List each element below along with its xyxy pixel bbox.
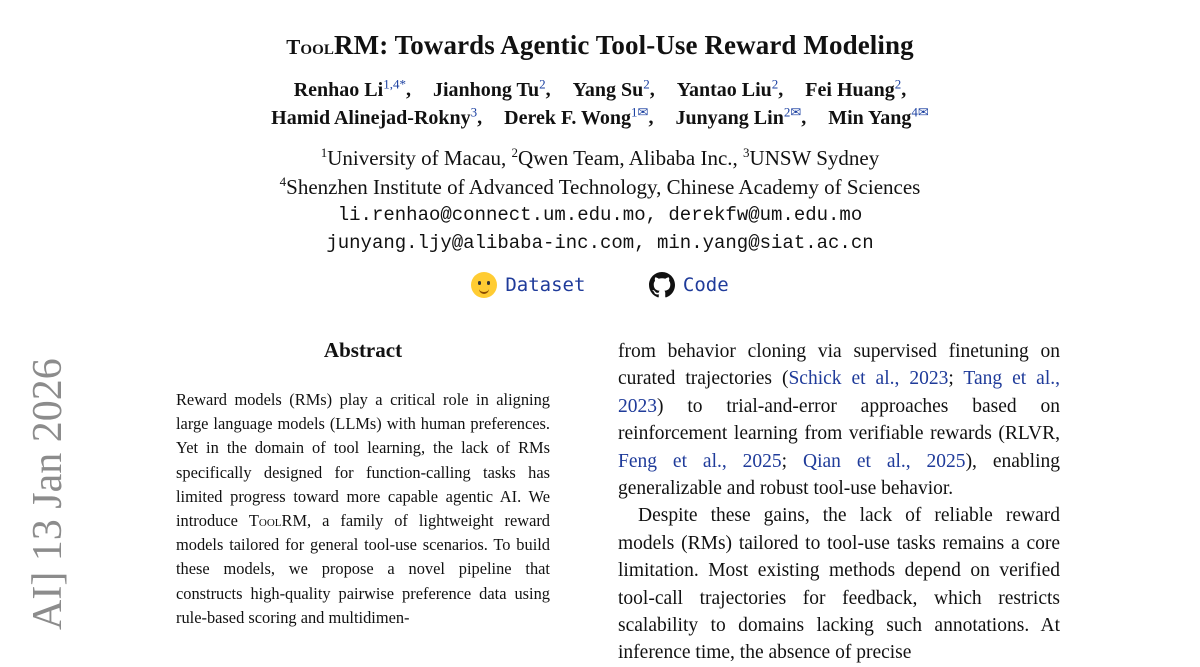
author-separator: ,	[477, 106, 483, 129]
affiliation-marker: 4	[279, 174, 287, 189]
author-name: Derek F. Wong	[504, 106, 632, 129]
author-list-line-1	[0, 76, 1200, 102]
author	[432, 76, 546, 101]
arxiv-stamp: AI] 13 Jan 2026	[25, 358, 71, 630]
citation-separator: ;	[781, 450, 803, 472]
author	[271, 104, 478, 129]
author-name: Junyang Lin	[675, 106, 784, 129]
abstract-text-1: Reward models (RMs) play a critical role in aligning large language models (LLMs) with human preferences. Yet in the domain of tool learning, the lack of RMs specifically designed for function-calling tasks has limited progress toward more capable agentic AI. We introduce	[176, 390, 550, 531]
affiliation-text: University of Macau,	[327, 146, 512, 170]
author-affiliation-marker: 1,4*	[383, 76, 406, 91]
author-name: Hamid Alinejad-Rokny	[271, 106, 471, 129]
intro-text: ), enabling generalizable and robust tool-use behavior.	[618, 450, 1060, 500]
author-affiliation-marker: 2✉	[783, 104, 802, 119]
author	[805, 76, 902, 101]
author-name: Yantao Liu	[676, 78, 772, 101]
email-line-2: junyang.ljy@alibaba-inc.com, min.yang@siat.ac.cn	[326, 232, 874, 254]
affiliation-line-1	[0, 145, 1200, 171]
author	[675, 104, 802, 129]
abstract-heading: Abstract	[323, 338, 403, 362]
citation-link[interactable]: Feng et al., 2025	[618, 450, 782, 472]
author-separator: ,	[545, 78, 551, 101]
intro-paragraph-2: Despite these gains, the lack of reliable reward models (RMs) tailored to tool-use tasks remains a core limitation. Most existing methods depend on verified tool-call trajectories for feedback, which restricts scalability to domains lacking such annotations. At inference time, the absence of precise	[618, 505, 1060, 664]
resource-links	[0, 272, 1200, 303]
paper-title	[0, 30, 1200, 61]
author-list-line-2	[0, 104, 1200, 130]
author-separator: ,	[801, 106, 807, 129]
affiliation-marker: 3	[743, 145, 750, 160]
author-separator: ,	[649, 78, 655, 101]
intro-paragraph-1	[618, 338, 1060, 502]
affiliation-marker: 1	[320, 145, 328, 160]
title-rest: RM: Towards Agentic Tool-Use Reward Modeling	[334, 30, 914, 60]
model-name: ToolRM	[248, 511, 308, 531]
github-icon	[649, 272, 675, 298]
dataset-link[interactable]	[471, 272, 585, 298]
author-affiliation-marker: 2	[539, 76, 546, 91]
author-separator: ,	[778, 78, 784, 101]
intro-text: ) to trial-and-error approaches based on reinforcement learning from verifiable rewards (RLVR,	[618, 395, 1060, 445]
author	[572, 76, 650, 101]
dataset-link-label: Dataset	[505, 274, 586, 296]
abstract-text-2: , a family of lightweight reward models tailored for general tool-use scenarios. To build these models, we propose a novel pipeline that constructs high-quality pairwise preference data using rule-based scoring and multidimen-	[176, 511, 550, 627]
author-name: Min Yang	[828, 106, 912, 129]
intro-column	[618, 338, 1060, 667]
author-affiliation-marker: 2	[894, 76, 902, 91]
author-affiliation-marker: 1✉	[631, 104, 649, 119]
author-separator: ,	[405, 78, 411, 101]
author-affiliation-marker: 3	[470, 104, 478, 119]
author	[293, 76, 406, 101]
author-name: Fei Huang	[805, 78, 895, 101]
code-link-label: Code	[682, 274, 729, 296]
author-name: Renhao Li	[293, 78, 384, 101]
affiliation-line-2	[0, 174, 1200, 200]
citation-separator: ;	[948, 368, 964, 390]
citation-link[interactable]: Tang et al., 2023	[618, 368, 1060, 417]
affiliation-text: Shenzhen Institute of Advanced Technology, Chinese Academy of Sciences	[286, 175, 921, 199]
author-affiliation-marker: 2	[643, 76, 650, 91]
author-separator: ,	[901, 78, 907, 101]
affiliation-text: Qwen Team, Alibaba Inc.,	[518, 146, 744, 170]
affiliation-marker: 2	[511, 145, 519, 160]
abstract-body	[176, 388, 550, 630]
author	[504, 104, 649, 129]
affiliation-text: UNSW Sydney	[749, 146, 880, 170]
author-affiliation-marker: 4✉	[911, 104, 929, 119]
hugging-face-icon	[471, 272, 497, 298]
citation-link[interactable]: Schick et al., 2023	[788, 368, 949, 390]
intro-text: from behavior cloning via supervised finetuning on curated trajectories (	[618, 341, 1060, 390]
author	[828, 104, 929, 129]
email-line-1: li.renhao@connect.um.edu.mo, derekfw@um.edu.mo	[337, 204, 863, 226]
author-affiliation-marker: 2	[771, 76, 779, 91]
code-link[interactable]	[649, 272, 729, 298]
title-small-caps: Tool	[286, 35, 335, 59]
author	[676, 76, 779, 101]
author-name: Jianhong Tu	[432, 78, 540, 101]
author-separator: ,	[648, 106, 654, 129]
citation-link[interactable]: Qian et al., 2025	[803, 450, 966, 472]
author-name: Yang Su	[572, 78, 644, 101]
